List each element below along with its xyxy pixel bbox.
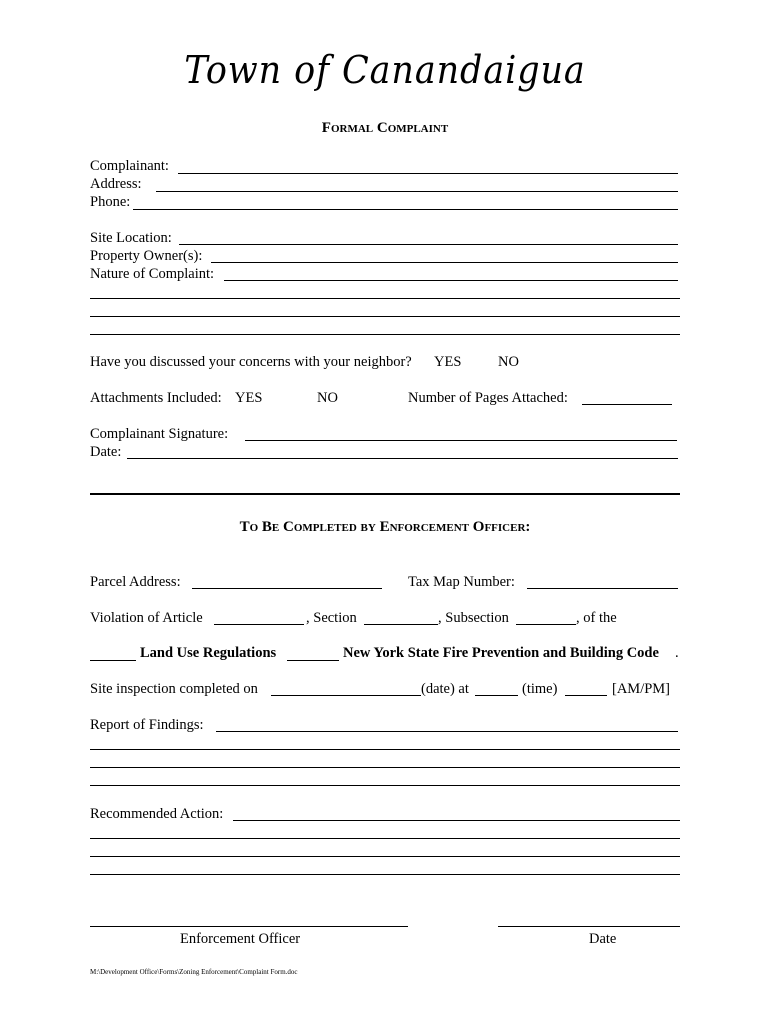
section-label: , Section xyxy=(306,610,357,626)
nature-of-complaint-line[interactable] xyxy=(90,298,680,299)
parcel-address-field[interactable] xyxy=(192,588,382,589)
pages-attached-label: Number of Pages Attached: xyxy=(408,390,568,406)
recommended-action-field[interactable] xyxy=(233,820,680,821)
attachments-yes-option[interactable]: YES xyxy=(235,390,263,406)
recommended-action-line[interactable] xyxy=(90,856,680,857)
phone-field[interactable] xyxy=(133,209,678,210)
neighbor-question: Have you discussed your concerns with your neighbor? xyxy=(90,354,412,370)
section-field[interactable] xyxy=(364,624,438,625)
recommended-action-line[interactable] xyxy=(90,874,680,875)
pages-attached-field[interactable] xyxy=(582,404,672,405)
ampm-label: [AM/PM] xyxy=(612,681,671,697)
period: . xyxy=(675,645,679,661)
tax-map-label: Tax Map Number: xyxy=(408,574,515,590)
land-use-label: Land Use Regulations xyxy=(140,645,277,661)
nature-of-complaint-field[interactable] xyxy=(224,280,678,281)
subsection-label: , Subsection xyxy=(438,610,509,626)
land-use-check-field[interactable] xyxy=(90,660,136,661)
findings-line[interactable] xyxy=(90,767,680,768)
nature-of-complaint-line[interactable] xyxy=(90,334,680,335)
town-name-title: Town of Canandaigua xyxy=(184,48,586,92)
nys-code-check-field[interactable] xyxy=(287,660,339,661)
date-at-label: (date) at xyxy=(421,681,469,697)
officer-date-label: Date xyxy=(589,931,617,947)
nature-of-complaint-line[interactable] xyxy=(90,316,680,317)
inspection-time-field[interactable] xyxy=(475,695,518,696)
file-path-footer: M:\Development Office\Forms\Zoning Enforcement\Complaint Form.doc xyxy=(90,968,298,976)
recommended-action-label: Recommended Action: xyxy=(90,806,224,822)
neighbor-yes-option[interactable]: YES xyxy=(434,354,462,370)
findings-line[interactable] xyxy=(90,749,680,750)
parcel-address-label: Parcel Address: xyxy=(90,574,181,590)
ampm-field[interactable] xyxy=(565,695,607,696)
address-field[interactable] xyxy=(156,191,678,192)
section-divider xyxy=(90,493,680,495)
date-field[interactable] xyxy=(127,458,678,459)
inspection-label: Site inspection completed on xyxy=(90,681,258,697)
findings-label: Report of Findings: xyxy=(90,717,204,733)
site-location-label: Site Location: xyxy=(90,230,172,246)
recommended-action-line[interactable] xyxy=(90,838,680,839)
date-label: Date: xyxy=(90,444,122,460)
officer-date-field[interactable] xyxy=(498,926,680,927)
officer-signature-field[interactable] xyxy=(90,926,408,927)
property-owners-label: Property Owner(s): xyxy=(90,248,203,264)
form-title: Formal Complaint xyxy=(321,120,449,136)
subsection-field[interactable] xyxy=(516,624,576,625)
time-label: (time) xyxy=(522,681,558,697)
officer-section-heading: To Be Completed by Enforcement Officer: xyxy=(239,519,531,535)
of-the-label: , of the xyxy=(576,610,617,626)
complainant-label: Complainant: xyxy=(90,158,169,174)
phone-label: Phone: xyxy=(90,194,131,210)
findings-line[interactable] xyxy=(90,785,680,786)
nys-code-label: New York State Fire Prevention and Building Code xyxy=(343,645,659,661)
site-location-field[interactable] xyxy=(179,244,678,245)
attachments-no-option[interactable]: NO xyxy=(317,390,338,406)
violation-article-label: Violation of Article xyxy=(90,610,203,626)
complainant-signature-label: Complainant Signature: xyxy=(90,426,229,442)
property-owners-field[interactable] xyxy=(211,262,678,263)
tax-map-field[interactable] xyxy=(527,588,678,589)
attachments-label: Attachments Included: xyxy=(90,390,222,406)
inspection-date-field[interactable] xyxy=(271,695,421,696)
article-field[interactable] xyxy=(214,624,304,625)
neighbor-no-option[interactable]: NO xyxy=(498,354,519,370)
complainant-field[interactable] xyxy=(178,173,678,174)
address-label: Address: xyxy=(90,176,142,192)
findings-field[interactable] xyxy=(216,731,678,732)
officer-signature-label: Enforcement Officer xyxy=(180,931,301,947)
nature-of-complaint-label: Nature of Complaint: xyxy=(90,266,215,282)
complainant-signature-field[interactable] xyxy=(245,440,677,441)
